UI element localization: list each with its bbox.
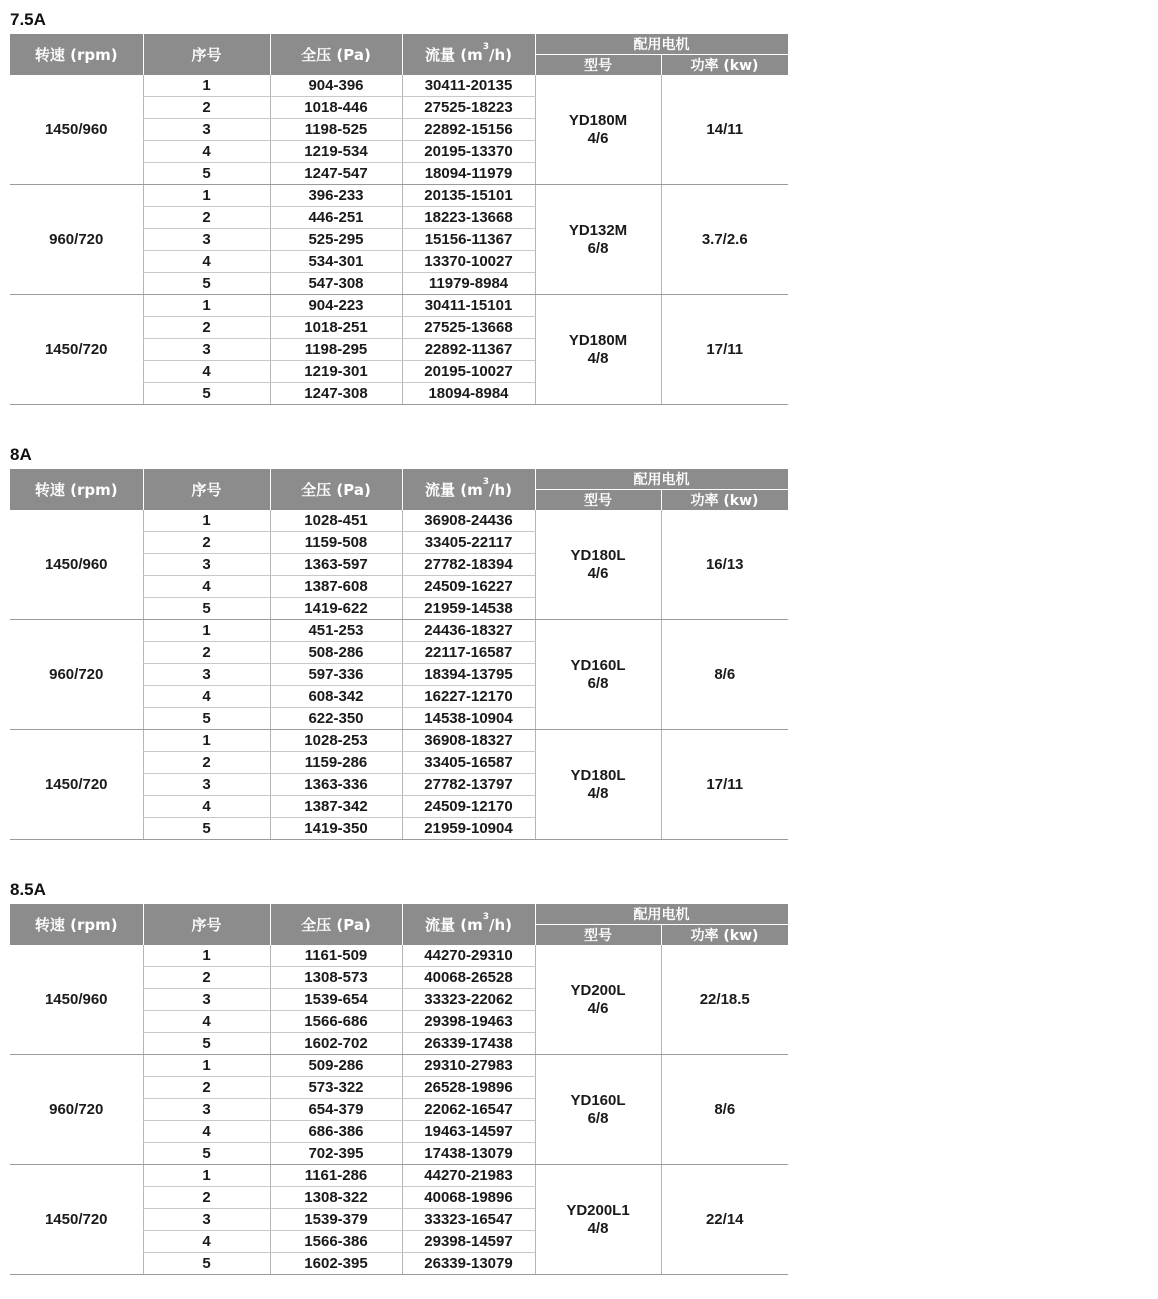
header-speed: 转速 (rpm)	[10, 904, 143, 945]
model-cell	[535, 1055, 661, 1165]
header-speed: 转速 (rpm)	[10, 469, 143, 510]
power-cell: 22/18.5	[661, 945, 788, 1055]
pressure-cell: 446-251	[270, 207, 402, 229]
pressure-cell: 1539-379	[270, 1209, 402, 1231]
flow-cell: 27782-13797	[402, 774, 535, 796]
pressure-cell: 1363-336	[270, 774, 402, 796]
flow-cell: 44270-21983	[402, 1165, 535, 1187]
pressure-cell: 904-223	[270, 295, 402, 317]
power-cell: 17/11	[661, 295, 788, 405]
header-flow	[402, 469, 535, 510]
header-power: 功率 (kw)	[661, 925, 788, 946]
index-cell: 4	[143, 361, 270, 383]
table-row	[10, 510, 788, 532]
model-line-2: 4/8	[587, 784, 609, 802]
power-cell: 17/11	[661, 730, 788, 840]
header-model: 型号	[535, 490, 661, 511]
index-cell: 4	[143, 1011, 270, 1033]
speed-cell: 1450/960	[10, 510, 143, 620]
index-cell: 4	[143, 576, 270, 598]
pressure-cell: 654-379	[270, 1099, 402, 1121]
index-cell: 3	[143, 229, 270, 251]
flow-cell: 20135-15101	[402, 185, 535, 207]
flow-cell: 29310-27983	[402, 1055, 535, 1077]
flow-cell: 30411-20135	[402, 75, 535, 97]
pressure-cell: 1028-253	[270, 730, 402, 752]
index-cell: 3	[143, 1099, 270, 1121]
flow-cell: 44270-29310	[402, 945, 535, 967]
pressure-cell: 1363-597	[270, 554, 402, 576]
index-cell: 1	[143, 730, 270, 752]
index-cell: 3	[143, 119, 270, 141]
pressure-cell: 1566-386	[270, 1231, 402, 1253]
model-line-2: 6/8	[587, 674, 609, 692]
pressure-cell: 573-322	[270, 1077, 402, 1099]
model-line-1: YD160L	[570, 656, 626, 674]
header-flow-suffix: /h)	[488, 916, 512, 934]
pressure-cell: 1602-702	[270, 1033, 402, 1055]
flow-cell: 22062-16547	[402, 1099, 535, 1121]
pressure-cell: 1028-451	[270, 510, 402, 532]
pressure-cell: 1387-608	[270, 576, 402, 598]
speed-cell: 960/720	[10, 620, 143, 730]
model-line-2: 4/6	[587, 999, 609, 1017]
pressure-cell: 1018-251	[270, 317, 402, 339]
pressure-cell: 1159-286	[270, 752, 402, 774]
flow-cell: 36908-18327	[402, 730, 535, 752]
index-cell: 4	[143, 1231, 270, 1253]
table-row	[10, 730, 788, 752]
index-cell: 5	[143, 708, 270, 730]
header-index: 序号	[143, 34, 270, 75]
header-speed: 转速 (rpm)	[10, 34, 143, 75]
section-title: 8.5A	[10, 880, 46, 899]
pressure-cell: 1159-508	[270, 532, 402, 554]
speed-cell: 960/720	[10, 185, 143, 295]
flow-cell: 33405-16587	[402, 752, 535, 774]
pressure-cell: 1539-654	[270, 989, 402, 1011]
pressure-cell: 1566-686	[270, 1011, 402, 1033]
header-flow	[402, 34, 535, 75]
flow-cell: 24509-12170	[402, 796, 535, 818]
pressure-cell: 597-336	[270, 664, 402, 686]
speed-cell: 1450/720	[10, 1165, 143, 1275]
pressure-cell: 451-253	[270, 620, 402, 642]
flow-cell: 20195-10027	[402, 361, 535, 383]
index-cell: 1	[143, 1165, 270, 1187]
index-cell: 3	[143, 774, 270, 796]
section-7-5a	[10, 6, 788, 405]
table-row	[10, 620, 788, 642]
header-index: 序号	[143, 904, 270, 945]
spec-table	[10, 34, 789, 405]
model-cell	[535, 185, 661, 295]
pressure-cell: 547-308	[270, 273, 402, 295]
header-flow-sup: 3	[482, 477, 489, 487]
power-cell: 8/6	[661, 620, 788, 730]
flow-cell: 17438-13079	[402, 1143, 535, 1165]
flow-cell: 18094-8984	[402, 383, 535, 405]
header-flow-suffix: /h)	[488, 481, 512, 499]
index-cell: 3	[143, 554, 270, 576]
speed-cell: 960/720	[10, 1055, 143, 1165]
header-index: 序号	[143, 469, 270, 510]
flow-cell: 27525-13668	[402, 317, 535, 339]
spec-table	[10, 904, 789, 1275]
model-line-1: YD180M	[568, 111, 628, 129]
pressure-cell: 1247-308	[270, 383, 402, 405]
index-cell: 5	[143, 1253, 270, 1275]
model-line-2: 6/8	[587, 1109, 609, 1127]
flow-cell: 18394-13795	[402, 664, 535, 686]
index-cell: 2	[143, 642, 270, 664]
header-motor-group: 配用电机	[535, 904, 788, 925]
pressure-cell: 1161-509	[270, 945, 402, 967]
index-cell: 2	[143, 532, 270, 554]
index-cell: 4	[143, 796, 270, 818]
flow-cell: 40068-26528	[402, 967, 535, 989]
flow-cell: 13370-10027	[402, 251, 535, 273]
power-cell: 3.7/2.6	[661, 185, 788, 295]
section-title: 8A	[10, 445, 32, 464]
index-cell: 5	[143, 163, 270, 185]
model-line-1: YD180L	[570, 546, 626, 564]
flow-cell: 26528-19896	[402, 1077, 535, 1099]
header-flow-suffix: /h)	[488, 46, 512, 64]
flow-cell: 22892-11367	[402, 339, 535, 361]
flow-cell: 27782-18394	[402, 554, 535, 576]
index-cell: 2	[143, 967, 270, 989]
pressure-cell: 1308-322	[270, 1187, 402, 1209]
speed-cell: 1450/720	[10, 295, 143, 405]
pressure-cell: 622-350	[270, 708, 402, 730]
flow-cell: 40068-19896	[402, 1187, 535, 1209]
pressure-cell: 508-286	[270, 642, 402, 664]
flow-cell: 18223-13668	[402, 207, 535, 229]
pressure-cell: 1308-573	[270, 967, 402, 989]
pressure-cell: 1419-350	[270, 818, 402, 840]
pressure-cell: 1219-301	[270, 361, 402, 383]
flow-cell: 21959-14538	[402, 598, 535, 620]
flow-cell: 29398-14597	[402, 1231, 535, 1253]
index-cell: 2	[143, 207, 270, 229]
index-cell: 3	[143, 339, 270, 361]
flow-cell: 24509-16227	[402, 576, 535, 598]
index-cell: 1	[143, 510, 270, 532]
model-line-1: YD180L	[570, 766, 626, 784]
model-line-1: YD200L	[570, 981, 626, 999]
header-flow-prefix: 流量 (m	[425, 46, 483, 64]
pressure-cell: 1018-446	[270, 97, 402, 119]
pressure-cell: 534-301	[270, 251, 402, 273]
flow-cell: 33323-22062	[402, 989, 535, 1011]
header-pressure: 全压 (Pa)	[270, 469, 402, 510]
index-cell: 1	[143, 1055, 270, 1077]
flow-cell: 26339-17438	[402, 1033, 535, 1055]
table-row	[10, 1165, 788, 1187]
speed-cell: 1450/960	[10, 945, 143, 1055]
model-line-2: 4/6	[587, 564, 609, 582]
index-cell: 5	[143, 1143, 270, 1165]
model-cell	[535, 295, 661, 405]
header-model: 型号	[535, 55, 661, 76]
model-cell	[535, 1165, 661, 1275]
flow-cell: 29398-19463	[402, 1011, 535, 1033]
flow-cell: 26339-13079	[402, 1253, 535, 1275]
flow-cell: 11979-8984	[402, 273, 535, 295]
power-cell: 22/14	[661, 1165, 788, 1275]
pressure-cell: 904-396	[270, 75, 402, 97]
index-cell: 4	[143, 141, 270, 163]
flow-cell: 20195-13370	[402, 141, 535, 163]
header-flow	[402, 904, 535, 945]
model-line-1: YD200L1	[566, 1201, 630, 1219]
pressure-cell: 1198-525	[270, 119, 402, 141]
pressure-cell: 1219-534	[270, 141, 402, 163]
flow-cell: 36908-24436	[402, 510, 535, 532]
spec-table	[10, 469, 789, 840]
index-cell: 4	[143, 686, 270, 708]
header-flow-sup: 3	[482, 42, 489, 52]
flow-cell: 14538-10904	[402, 708, 535, 730]
table-row	[10, 945, 788, 967]
header-power: 功率 (kw)	[661, 55, 788, 76]
pressure-cell: 608-342	[270, 686, 402, 708]
table-row	[10, 75, 788, 97]
header-motor-group: 配用电机	[535, 469, 788, 490]
section-title: 7.5A	[10, 10, 46, 29]
model-line-1: YD160L	[570, 1091, 626, 1109]
section-8-5a	[10, 876, 788, 1275]
table-row	[10, 1055, 788, 1077]
index-cell: 2	[143, 1077, 270, 1099]
model-line-2: 6/8	[587, 239, 609, 257]
model-line-1: YD132M	[568, 221, 628, 239]
header-flow-sup: 3	[482, 912, 489, 922]
pressure-cell: 1247-547	[270, 163, 402, 185]
table-row	[10, 185, 788, 207]
index-cell: 5	[143, 818, 270, 840]
index-cell: 1	[143, 185, 270, 207]
flow-cell: 33405-22117	[402, 532, 535, 554]
power-cell: 8/6	[661, 1055, 788, 1165]
index-cell: 2	[143, 317, 270, 339]
index-cell: 1	[143, 945, 270, 967]
model-line-2: 4/8	[587, 1219, 609, 1237]
index-cell: 5	[143, 383, 270, 405]
pressure-cell: 1161-286	[270, 1165, 402, 1187]
pressure-cell: 1198-295	[270, 339, 402, 361]
header-flow-prefix: 流量 (m	[425, 916, 483, 934]
header-motor-group: 配用电机	[535, 34, 788, 55]
model-line-2: 4/8	[587, 349, 609, 367]
header-pressure: 全压 (Pa)	[270, 34, 402, 75]
model-cell	[535, 75, 661, 185]
index-cell: 5	[143, 598, 270, 620]
model-cell	[535, 730, 661, 840]
index-cell: 1	[143, 295, 270, 317]
model-cell	[535, 945, 661, 1055]
table-row	[10, 295, 788, 317]
index-cell: 3	[143, 664, 270, 686]
flow-cell: 30411-15101	[402, 295, 535, 317]
index-cell: 5	[143, 273, 270, 295]
section-8a	[10, 441, 788, 840]
power-cell: 14/11	[661, 75, 788, 185]
header-pressure: 全压 (Pa)	[270, 904, 402, 945]
index-cell: 2	[143, 97, 270, 119]
speed-cell: 1450/960	[10, 75, 143, 185]
index-cell: 4	[143, 251, 270, 273]
model-cell	[535, 620, 661, 730]
flow-cell: 18094-11979	[402, 163, 535, 185]
index-cell: 1	[143, 620, 270, 642]
flow-cell: 27525-18223	[402, 97, 535, 119]
flow-cell: 15156-11367	[402, 229, 535, 251]
pressure-cell: 686-386	[270, 1121, 402, 1143]
index-cell: 4	[143, 1121, 270, 1143]
flow-cell: 22117-16587	[402, 642, 535, 664]
index-cell: 5	[143, 1033, 270, 1055]
index-cell: 2	[143, 752, 270, 774]
speed-cell: 1450/720	[10, 730, 143, 840]
index-cell: 1	[143, 75, 270, 97]
header-model: 型号	[535, 925, 661, 946]
flow-cell: 24436-18327	[402, 620, 535, 642]
pressure-cell: 509-286	[270, 1055, 402, 1077]
header-flow-prefix: 流量 (m	[425, 481, 483, 499]
index-cell: 2	[143, 1187, 270, 1209]
model-line-2: 4/6	[587, 129, 609, 147]
model-cell	[535, 510, 661, 620]
flow-cell: 33323-16547	[402, 1209, 535, 1231]
power-cell: 16/13	[661, 510, 788, 620]
index-cell: 3	[143, 1209, 270, 1231]
pressure-cell: 1387-342	[270, 796, 402, 818]
pressure-cell: 1419-622	[270, 598, 402, 620]
flow-cell: 16227-12170	[402, 686, 535, 708]
pressure-cell: 525-295	[270, 229, 402, 251]
header-power: 功率 (kw)	[661, 490, 788, 511]
pressure-cell: 1602-395	[270, 1253, 402, 1275]
flow-cell: 21959-10904	[402, 818, 535, 840]
pressure-cell: 702-395	[270, 1143, 402, 1165]
model-line-1: YD180M	[568, 331, 628, 349]
pressure-cell: 396-233	[270, 185, 402, 207]
flow-cell: 19463-14597	[402, 1121, 535, 1143]
flow-cell: 22892-15156	[402, 119, 535, 141]
index-cell: 3	[143, 989, 270, 1011]
